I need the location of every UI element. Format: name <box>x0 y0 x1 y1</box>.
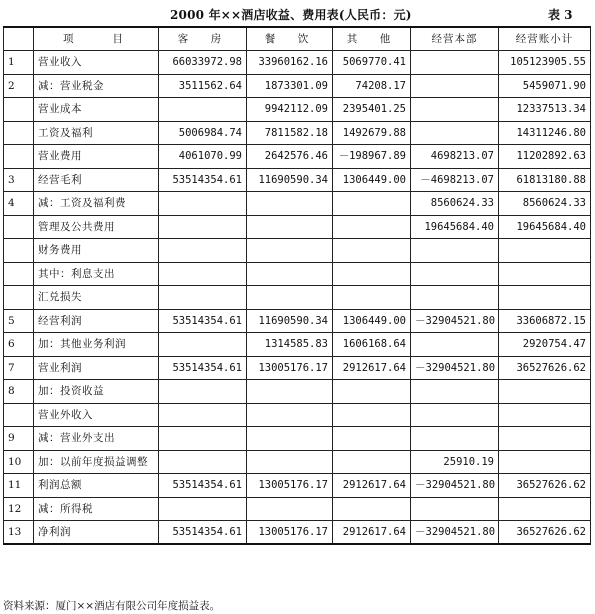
row-item-label: 其中：利息支出 <box>34 262 159 286</box>
table-row <box>4 168 591 192</box>
cell-other <box>333 403 411 427</box>
cell-subtotal: 36527626.62 <box>499 356 591 380</box>
cell-hq: 25910.19 <box>411 450 499 474</box>
table-title-bar <box>0 6 595 24</box>
cell-other <box>333 427 411 451</box>
cell-other: 1492679.88 <box>333 121 411 145</box>
cell-subtotal <box>499 380 591 404</box>
cell-rooms <box>159 450 247 474</box>
cell-hq <box>411 262 499 286</box>
cell-rooms: 66033972.98 <box>159 51 247 75</box>
row-item-label: 减：营业税金 <box>34 74 159 98</box>
cell-other <box>333 450 411 474</box>
row-number: 5 <box>4 309 34 333</box>
row-item-label: 营业成本 <box>34 98 159 122</box>
cell-other: 5069770.41 <box>333 51 411 75</box>
cell-subtotal: 19645684.40 <box>499 215 591 239</box>
row-item-label: 财务费用 <box>34 239 159 263</box>
row-number <box>4 215 34 239</box>
cell-rooms <box>159 380 247 404</box>
cell-hq: 4698213.07 <box>411 145 499 169</box>
cell-other <box>333 380 411 404</box>
cell-subtotal: 36527626.62 <box>499 474 591 498</box>
table-row <box>4 215 591 239</box>
cell-hq <box>411 380 499 404</box>
cell-food: 13005176.17 <box>247 521 333 545</box>
row-number <box>4 239 34 263</box>
cell-subtotal: 14311246.80 <box>499 121 591 145</box>
row-number: 3 <box>4 168 34 192</box>
header-subtotal: 经营账小计 <box>499 27 591 51</box>
table-row <box>4 51 591 75</box>
cell-food <box>247 450 333 474</box>
cell-rooms <box>159 286 247 310</box>
table-row <box>4 74 591 98</box>
cell-subtotal: 105123905.55 <box>499 51 591 75</box>
cell-subtotal: 2920754.47 <box>499 333 591 357</box>
row-item-label: 经营毛利 <box>34 168 159 192</box>
row-item-label: 加：以前年度损益调整 <box>34 450 159 474</box>
cell-subtotal: 33606872.15 <box>499 309 591 333</box>
cell-rooms: 53514354.61 <box>159 474 247 498</box>
cell-rooms: 53514354.61 <box>159 168 247 192</box>
cell-subtotal <box>499 239 591 263</box>
row-item-label: 利润总额 <box>34 474 159 498</box>
cell-other: 1606168.64 <box>333 333 411 357</box>
row-item-label: 加：投资收益 <box>34 380 159 404</box>
table-row <box>4 333 591 357</box>
cell-food <box>247 403 333 427</box>
table-title: 2000 年××酒店收益、费用表(人民币：元) <box>170 8 412 22</box>
row-item-label: 经营利润 <box>34 309 159 333</box>
row-number <box>4 403 34 427</box>
row-number <box>4 286 34 310</box>
table-row <box>4 145 591 169</box>
header-food: 餐 饮 <box>247 27 333 51</box>
cell-rooms: 53514354.61 <box>159 521 247 545</box>
cell-rooms <box>159 403 247 427</box>
table-row <box>4 497 591 521</box>
header-hq: 经营本部 <box>411 27 499 51</box>
table-row <box>4 450 591 474</box>
cell-hq: 8560624.33 <box>411 192 499 216</box>
cell-food <box>247 380 333 404</box>
cell-rooms <box>159 333 247 357</box>
cell-hq <box>411 333 499 357</box>
cell-food: 33960162.16 <box>247 51 333 75</box>
row-item-label: 营业费用 <box>34 145 159 169</box>
row-number: 7 <box>4 356 34 380</box>
row-number: 12 <box>4 497 34 521</box>
cell-food <box>247 215 333 239</box>
cell-other <box>333 239 411 263</box>
header-item: 项 目 <box>34 27 159 51</box>
table-row <box>4 98 591 122</box>
cell-hq: －32904521.80 <box>411 356 499 380</box>
row-item-label: 减：营业外支出 <box>34 427 159 451</box>
cell-subtotal <box>499 497 591 521</box>
table-row <box>4 192 591 216</box>
row-item-label: 减：工资及福利费 <box>34 192 159 216</box>
table-row <box>4 262 591 286</box>
cell-other: 2912617.64 <box>333 521 411 545</box>
cell-food <box>247 497 333 521</box>
cell-hq <box>411 403 499 427</box>
cell-hq: －32904521.80 <box>411 474 499 498</box>
row-item-label: 管理及公共费用 <box>34 215 159 239</box>
cell-subtotal: 61813180.88 <box>499 168 591 192</box>
table-row <box>4 427 591 451</box>
table-number: 表 3 <box>548 8 573 22</box>
cell-food: 11690590.34 <box>247 309 333 333</box>
row-number: 8 <box>4 380 34 404</box>
header-row <box>4 27 591 51</box>
row-number: 13 <box>4 521 34 545</box>
row-number: 9 <box>4 427 34 451</box>
table-row <box>4 121 591 145</box>
cell-subtotal <box>499 262 591 286</box>
header-no <box>4 27 34 51</box>
table-row <box>4 356 591 380</box>
cell-food <box>247 286 333 310</box>
cell-other: 2395401.25 <box>333 98 411 122</box>
cell-food <box>247 239 333 263</box>
cell-hq <box>411 51 499 75</box>
cell-hq <box>411 239 499 263</box>
row-number: 4 <box>4 192 34 216</box>
header-other: 其 他 <box>333 27 411 51</box>
cell-food: 13005176.17 <box>247 356 333 380</box>
cell-food <box>247 192 333 216</box>
cell-hq: －32904521.80 <box>411 521 499 545</box>
table-row <box>4 474 591 498</box>
source-note: 资料来源：厦门××酒店有限公司年度损益表。 <box>3 600 221 612</box>
cell-other: 2912617.64 <box>333 356 411 380</box>
cell-hq <box>411 121 499 145</box>
cell-food: 13005176.17 <box>247 474 333 498</box>
cell-subtotal: 5459071.90 <box>499 74 591 98</box>
cell-subtotal <box>499 286 591 310</box>
row-item-label: 减：所得税 <box>34 497 159 521</box>
cell-other <box>333 215 411 239</box>
cell-rooms: 5006984.74 <box>159 121 247 145</box>
cell-rooms <box>159 215 247 239</box>
cell-food <box>247 427 333 451</box>
row-number: 1 <box>4 51 34 75</box>
table-row <box>4 286 591 310</box>
row-item-label: 工资及福利 <box>34 121 159 145</box>
row-item-label: 净利润 <box>34 521 159 545</box>
cell-subtotal: 8560624.33 <box>499 192 591 216</box>
cell-food: 1314585.83 <box>247 333 333 357</box>
cell-other: 1306449.00 <box>333 309 411 333</box>
cell-hq: －32904521.80 <box>411 309 499 333</box>
cell-subtotal <box>499 403 591 427</box>
row-number: 10 <box>4 450 34 474</box>
cell-rooms <box>159 497 247 521</box>
cell-rooms <box>159 262 247 286</box>
cell-rooms <box>159 239 247 263</box>
cell-hq <box>411 427 499 451</box>
cell-subtotal <box>499 427 591 451</box>
cell-rooms: 53514354.61 <box>159 356 247 380</box>
cell-food: 2642576.46 <box>247 145 333 169</box>
cell-other: 74208.17 <box>333 74 411 98</box>
cell-hq <box>411 74 499 98</box>
row-number: 2 <box>4 74 34 98</box>
row-number <box>4 262 34 286</box>
cell-other: －198967.89 <box>333 145 411 169</box>
table-row <box>4 521 591 545</box>
table-body <box>4 51 591 545</box>
cell-other <box>333 192 411 216</box>
cell-other <box>333 286 411 310</box>
cell-food: 11690590.34 <box>247 168 333 192</box>
cell-rooms <box>159 427 247 451</box>
income-expense-table <box>3 26 591 545</box>
row-item-label: 营业利润 <box>34 356 159 380</box>
cell-other: 2912617.64 <box>333 474 411 498</box>
cell-rooms <box>159 192 247 216</box>
table-row <box>4 239 591 263</box>
table-row <box>4 380 591 404</box>
row-number <box>4 145 34 169</box>
row-item-label: 营业外收入 <box>34 403 159 427</box>
cell-food: 7811582.18 <box>247 121 333 145</box>
cell-other <box>333 497 411 521</box>
row-number: 11 <box>4 474 34 498</box>
row-number <box>4 98 34 122</box>
cell-other: 1306449.00 <box>333 168 411 192</box>
cell-hq <box>411 286 499 310</box>
row-item-label: 汇兑损失 <box>34 286 159 310</box>
cell-rooms: 4061070.99 <box>159 145 247 169</box>
header-rooms: 客 房 <box>159 27 247 51</box>
cell-subtotal: 11202892.63 <box>499 145 591 169</box>
table-row <box>4 309 591 333</box>
cell-hq <box>411 98 499 122</box>
cell-subtotal <box>499 450 591 474</box>
cell-food: 1873301.09 <box>247 74 333 98</box>
row-item-label: 加：其他业务利润 <box>34 333 159 357</box>
cell-rooms: 3511562.64 <box>159 74 247 98</box>
row-item-label: 营业收入 <box>34 51 159 75</box>
row-number <box>4 121 34 145</box>
cell-hq: 19645684.40 <box>411 215 499 239</box>
cell-rooms <box>159 98 247 122</box>
cell-rooms: 53514354.61 <box>159 309 247 333</box>
cell-food: 9942112.09 <box>247 98 333 122</box>
cell-hq: －4698213.07 <box>411 168 499 192</box>
cell-food <box>247 262 333 286</box>
cell-subtotal: 36527626.62 <box>499 521 591 545</box>
cell-subtotal: 12337513.34 <box>499 98 591 122</box>
table-row <box>4 403 591 427</box>
cell-hq <box>411 497 499 521</box>
cell-other <box>333 262 411 286</box>
row-number: 6 <box>4 333 34 357</box>
